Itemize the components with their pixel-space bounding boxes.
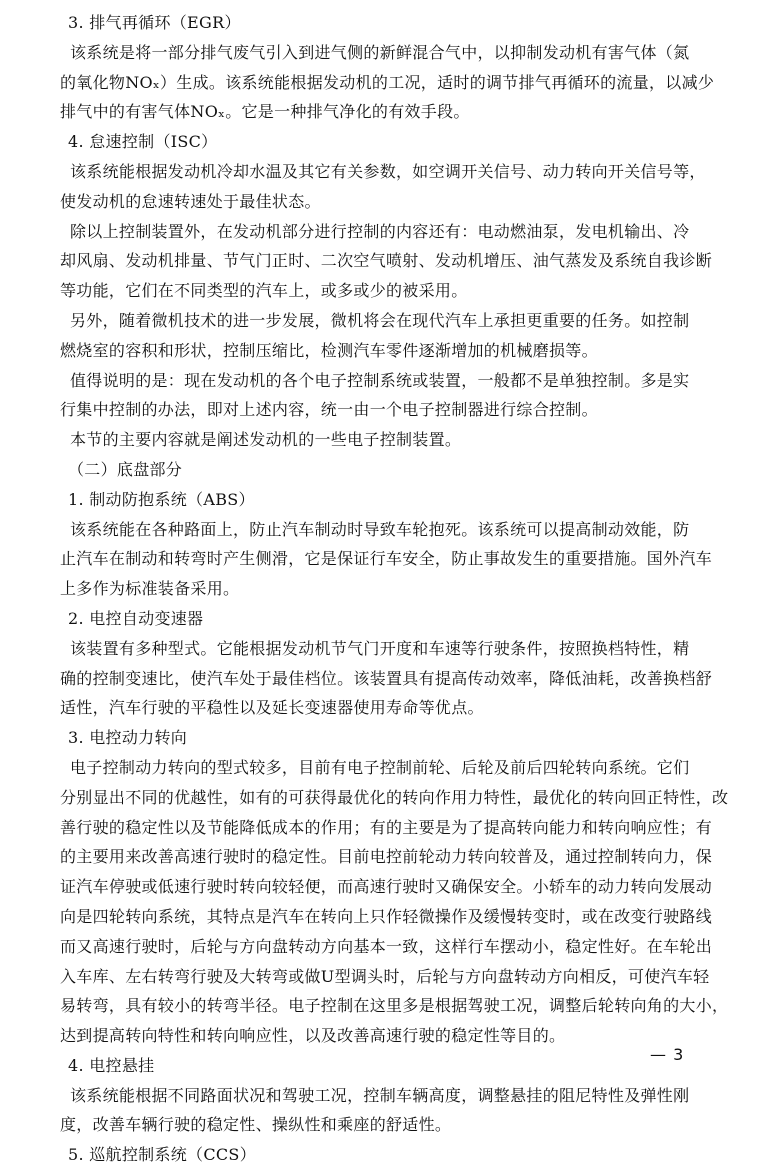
text-line: 达到提高转向特性和转向响应性，以及改善高速行驶的稳定性等目的。 [60, 1026, 566, 1046]
text-line: 另外，随着微机技术的进一步发展，微机将会在现代汽车上承担更重要的任务。如控制 [70, 310, 690, 330]
text-line: 却风扇、发动机排量、节气门正时、二次空气喷射、发动机增压、油气蒸发及系统自我诊断 [60, 251, 713, 271]
text-line: 等功能，它们在不同类型的汽车上，或多或少的被采用。 [60, 281, 468, 301]
text-line: 该系统能在各种路面上，防止汽车制动时导致车轮抱死。该系统可以提高制动效能，防 [70, 519, 690, 539]
text-line: 电子控制动力转向的型式较多，目前有电子控制前轮、后轮及前后四轮转向系统。它们 [70, 757, 690, 777]
section-heading: （二）底盘部分 [68, 459, 183, 479]
section-heading: 1. 制动防抱系统（ABS） [68, 489, 255, 509]
section-heading: 4. 怠速控制（ISC） [68, 132, 218, 152]
text-line: 确的控制变速比，使汽车处于最佳档位。该装置具有提高传动效率，降低油耗，改善换档舒 [60, 668, 713, 688]
text-line: 该装置有多种型式。它能根据发动机节气门开度和车速等行驶条件，按照换档特性，精 [70, 638, 690, 658]
section-heading: 2. 电控自动变速器 [68, 608, 204, 628]
text-line: 行集中控制的办法，即对上述内容，统一由一个电子控制器进行综合控制。 [60, 400, 598, 420]
text-line: 本节的主要内容就是阐述发动机的一些电子控制装置。 [70, 430, 462, 450]
text-line: 的氧化物NOₓ）生成。该系统能根据发动机的工况，适时的调节排气再循环的流量，以减少 [60, 72, 715, 92]
text-line: 易转弯，具有较小的转弯半径。电子控制在这里多是根据驾驶工况，调整后轮转向角的大小， [60, 996, 729, 1016]
text-line: 善行驶的稳定性以及节能降低成本的作用；有的主要是为了提高转向能力和转向响应性；有 [60, 817, 713, 837]
text-line: 向是四轮转向系统，其特点是汽车在转向上只作轻微操作及缓慢转变时，或在改变行驶路线 [60, 906, 713, 926]
text-line: 止汽车在制动和转弯时产生侧滑，它是保证行车安全，防止事故发生的重要措施。国外汽车 [60, 549, 713, 569]
section-heading: 4. 电控悬挂 [68, 1055, 155, 1075]
body-text [60, 8, 750, 1170]
text-line: 而又高速行驶时，后轮与方向盘转动方向基本一致，这样行车摆动小，稳定性好。在车轮出 [60, 936, 713, 956]
page-number: — 3 [650, 1045, 685, 1064]
text-line: 值得说明的是：现在发动机的各个电子控制系统或装置，一般都不是单独控制。多是实 [70, 370, 690, 390]
text-line: 排气中的有害气体NOₓ。它是一种排气净化的有效手段。 [60, 102, 470, 122]
text-line: 燃烧室的容积和形状，控制压缩比，检测汽车零件逐渐增加的机械磨损等。 [60, 340, 598, 360]
text-line: 适性，汽车行驶的平稳性以及延长变速器使用寿命等优点。 [60, 698, 484, 718]
text-line: 该系统能根据发动机冷却水温及其它有关参数，如空调开关信号、动力转向开关信号等， [70, 161, 706, 181]
text-line: 该系统能根据不同路面状况和驾驶工况，控制车辆高度，调整悬挂的阻尼特性及弹性刚 [70, 1085, 690, 1105]
text-line: 上多作为标准装备采用。 [60, 579, 240, 599]
text-line: 该系统是将一部分排气废气引入到进气侧的新鲜混合气中，以抑制发动机有害气体（氮 [70, 42, 690, 62]
text-line: 除以上控制装置外，在发动机部分进行控制的内容还有：电动燃油泵，发电机输出、冷 [70, 221, 690, 241]
section-heading: 3. 排气再循环（EGR） [68, 13, 241, 32]
text-line: 证汽车停驶或低速行驶时转向较轻便，而高速行驶时又确保安全。小轿车的动力转向发展动 [60, 877, 713, 897]
text-line: 使发动机的怠速转速处于最佳状态。 [60, 191, 321, 211]
section-heading: 3. 电控动力转向 [68, 728, 188, 748]
text-line: 分别显出不同的优越性，如有的可获得最优化的转向作用力特性，最优化的转向回正特性，改 [60, 787, 729, 807]
text-line: 度，改善车辆行驶的稳定性、操纵性和乘座的舒适性。 [60, 1115, 452, 1135]
section-heading: 5. 巡航控制系统（CCS） [68, 1145, 256, 1165]
text-line: 入车库、左右转弯行驶及大转弯或做U型调头时，后轮与方向盘转动方向相反，可使汽车轻 [60, 966, 710, 986]
text-line: 的主要用来改善高速行驶时的稳定性。目前电控前轮动力转向较普及，通过控制转向力，保 [60, 847, 713, 867]
